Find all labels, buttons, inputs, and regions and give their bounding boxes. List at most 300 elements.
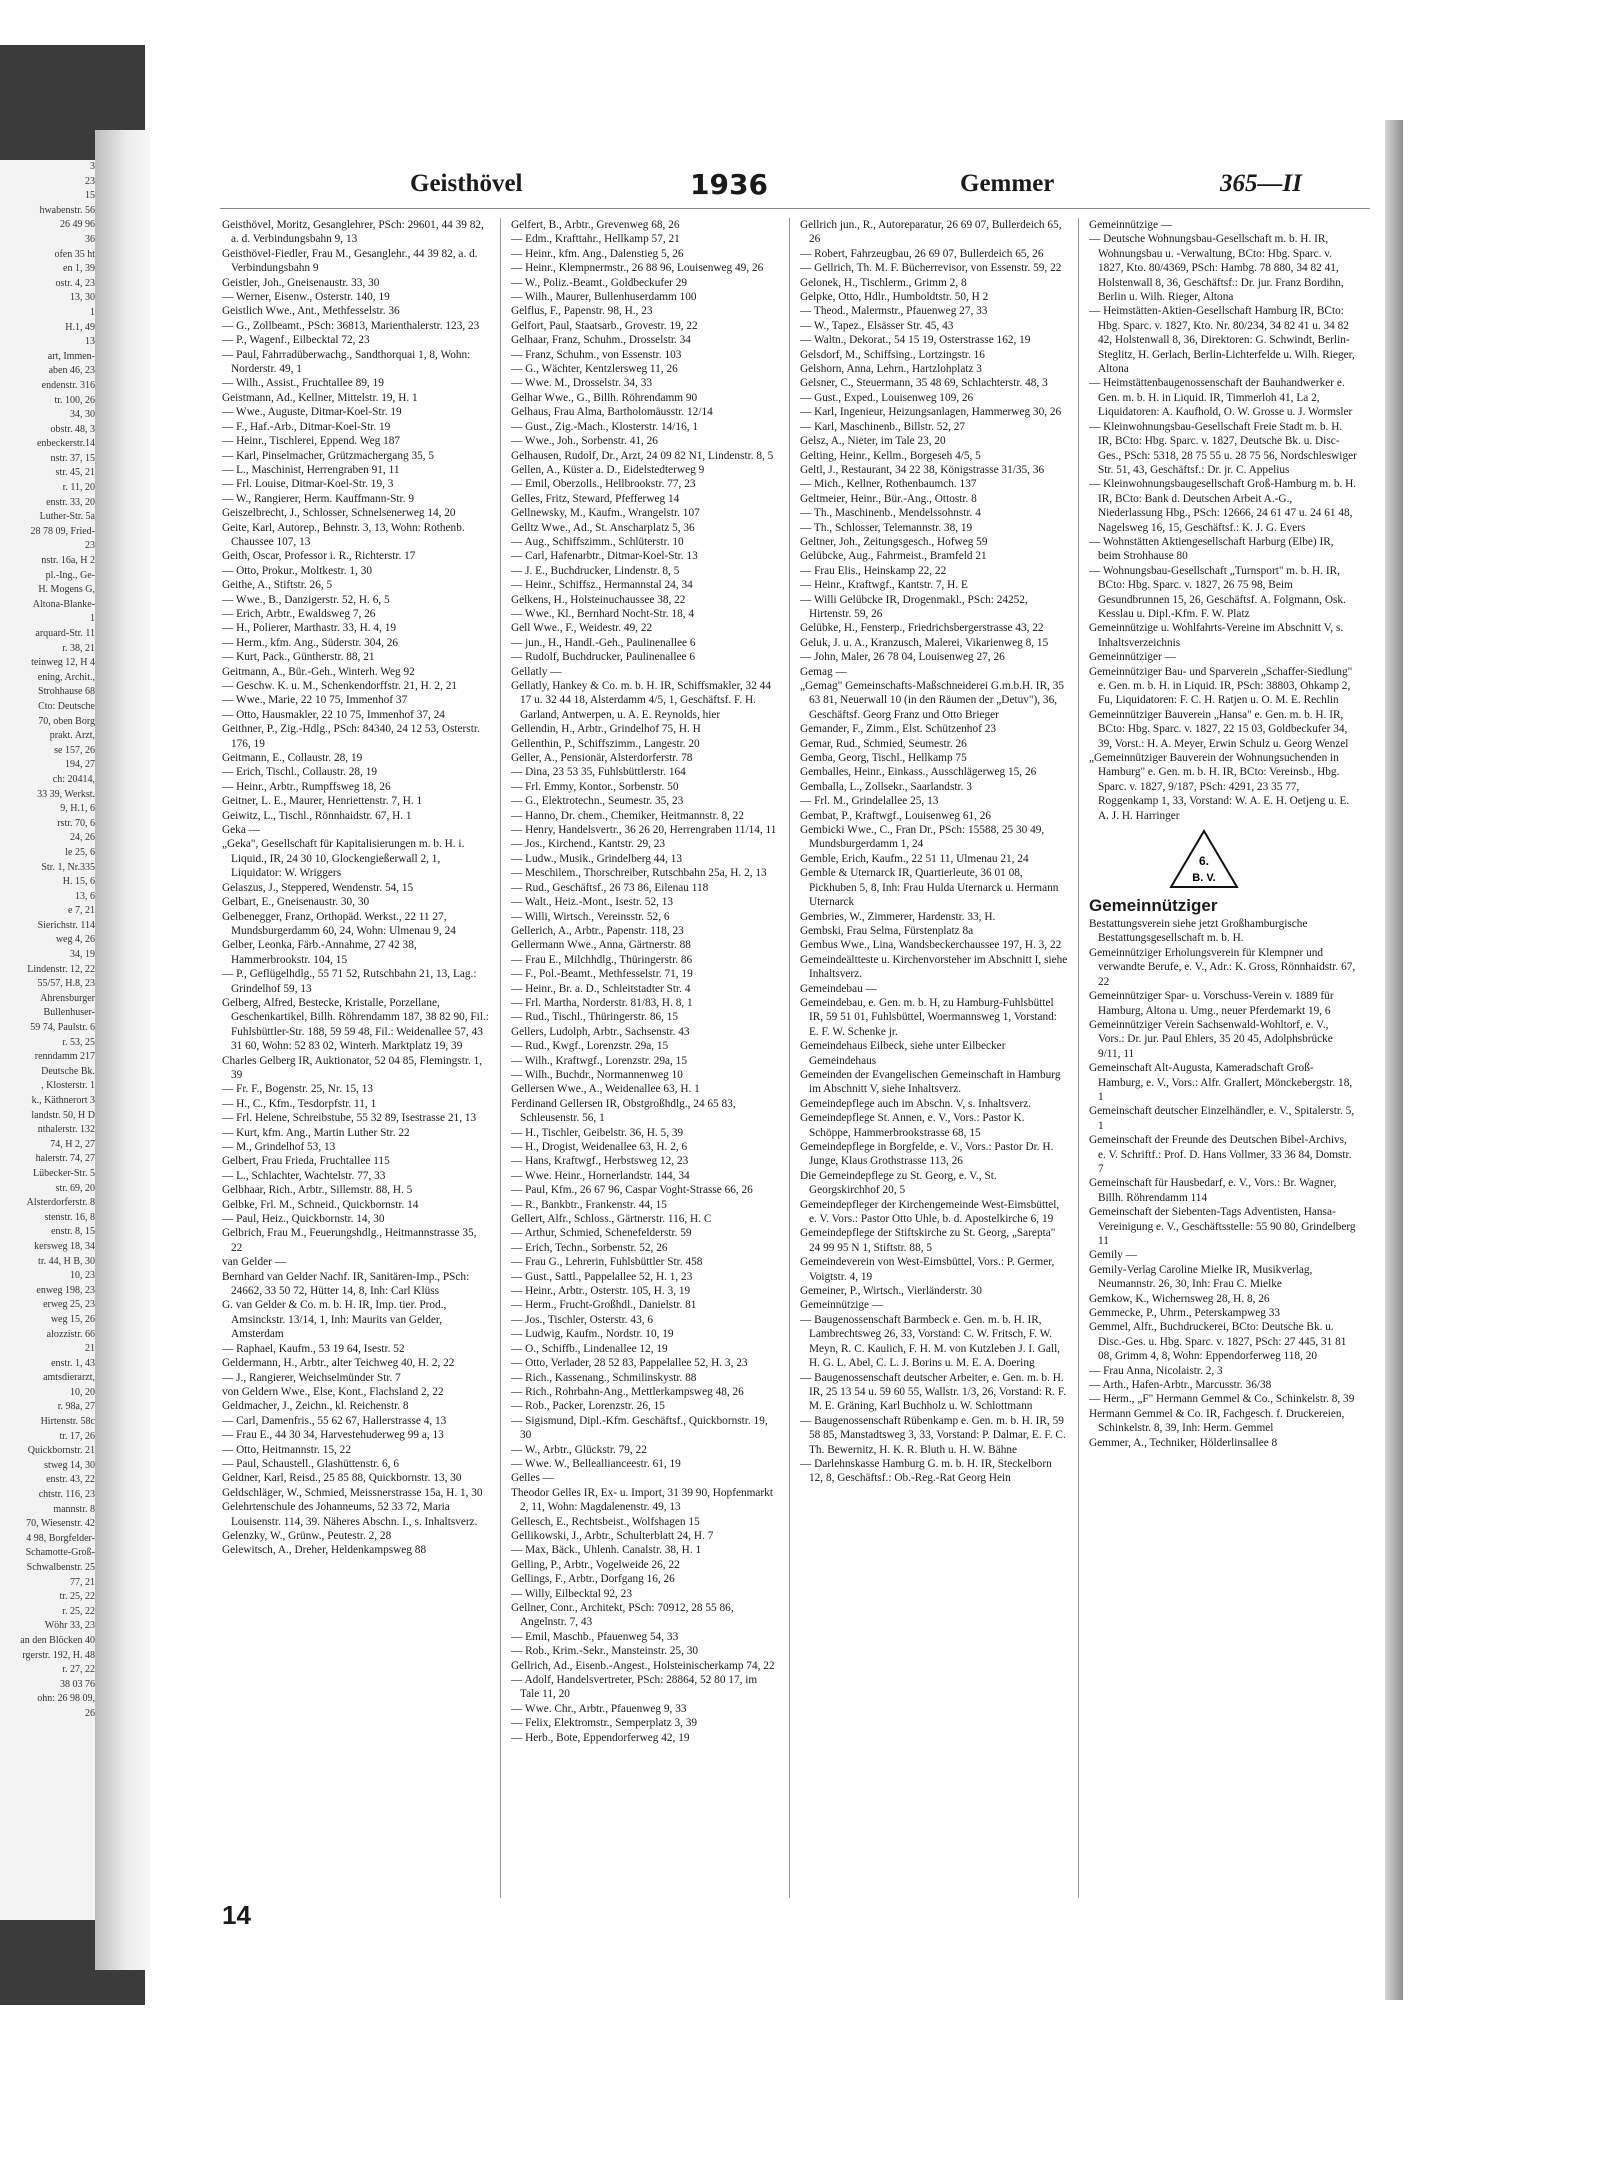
directory-entry: Gellerich, A., Arbtr., Papenstr. 118, 23: [511, 924, 684, 937]
directory-entry: Gemmecke, P., Uhrm., Peterskampweg 33: [1089, 1307, 1281, 1320]
directory-entry: — Frl. Martha, Norderstr. 81/83, H. 8, 1: [511, 996, 693, 1009]
directory-entry: Gelflus, F., Papenstr. 98, H., 23: [511, 305, 653, 318]
directory-entry: — P., Geflügelhdlg., 55 71 52, Rutschbahn 21, 13, Lag.: Grindelhof 59, 13: [222, 968, 477, 995]
adjacent-page-line: se 157, 26: [54, 744, 95, 756]
adjacent-page-line: 9, H.1, 6: [60, 803, 95, 815]
directory-entry: — Rud., Tischl., Thüringerstr. 86, 15: [511, 1011, 679, 1024]
directory-entry: — Emil, Oberzolls., Hellbrookstr. 77, 23: [511, 478, 696, 491]
directory-entry: — Heinr., Arbtr., Rumpffsweg 18, 26: [222, 780, 391, 793]
directory-entry: — Gellrich, Th. M. F. Bücherrevisor, von Essenstr. 59, 22: [800, 262, 1062, 275]
adjacent-page-line: tr. 44, H B, 30: [38, 1255, 95, 1267]
adjacent-page-line: 74, H 2, 27: [50, 1138, 95, 1150]
adjacent-page-line: 26: [85, 1707, 95, 1719]
directory-entry: — Wwe. Chr., Arbtr., Pfauenweg 9, 33: [511, 1702, 687, 1715]
directory-entry: Geithner, P., Zig.-Hdlg., PSch: 84340, 24 12 53, Osterstr. 176, 19: [222, 723, 480, 750]
directory-entry: — Wwe., Marie, 22 10 75, Immenhof 37: [222, 694, 408, 707]
directory-entry: Geldschläger, W., Schmied, Meissnerstrasse 15a, H. 1, 30: [222, 1486, 483, 1499]
directory-entry: Gemeindepflege auch im Abschn. V, s. Inhaltsverz.: [800, 1097, 1032, 1110]
adjacent-page-line: art, Immen-: [47, 350, 95, 362]
directory-entry: Geldner, Karl, Reisd., 25 85 88, Quickbornstr. 13, 30: [222, 1472, 462, 1485]
adjacent-page-line: tr. 100, 26: [54, 394, 95, 406]
directory-entry: Gellrich, Ad., Eisenb.-Angest., Holsteinischerkamp 74, 22: [511, 1659, 775, 1672]
directory-entry: — H., Polierer, Marthastr. 33, H. 4, 19: [222, 622, 396, 635]
directory-entry: Gellers, Ludolph, Arbtr., Sachsenstr. 43: [511, 1025, 690, 1038]
adjacent-page-line: 13, 30: [70, 292, 95, 304]
directory-entry: Gelpke, Otto, Hdlr., Humboldtstr. 50, H 2: [800, 291, 989, 304]
adjacent-page-line: Altona-Blanke-: [32, 598, 95, 610]
adjacent-page-line: Schwalbenstr. 25: [26, 1562, 95, 1573]
adjacent-page-line: endenstr. 316: [41, 379, 95, 391]
adjacent-page-line: amtsdierarzt,: [43, 1372, 95, 1384]
adjacent-page-line: Cto: Deutsche: [38, 700, 95, 712]
directory-entry: — Gust., Exped., Louisenweg 109, 26: [800, 391, 974, 404]
directory-entry: — Theod., Malermstr., Pfauenweg 27, 33: [800, 305, 988, 318]
directory-entry: Geka —: [222, 824, 260, 837]
adjacent-page-line: weg 15, 26: [50, 1313, 95, 1325]
adjacent-page-line: 13: [85, 336, 95, 348]
directory-entry: — Wohnstätten Aktiengesellschaft Harburg (Elbe) IR, beim Strohhause 80: [1089, 535, 1334, 563]
directory-entry: — Ludwig, Kaufm., Nordstr. 10, 19: [511, 1328, 674, 1341]
directory-entry: — Heinr., Kraftwgf., Kantstr. 7, H. E: [800, 579, 968, 592]
adjacent-page-line: Strohhause 68: [38, 686, 95, 698]
directory-entry: — Rudolf, Buchdrucker, Paulinenallee 6: [511, 651, 696, 664]
header-first-entry: Geisthövel: [410, 170, 523, 197]
directory-entry: — Gust., Sattl., Pappelallee 52, H. 1, 23: [511, 1270, 693, 1283]
adjacent-page-line: mannstr. 8: [53, 1503, 95, 1515]
adjacent-page-line: Sierichstr. 114: [37, 919, 95, 931]
directory-entry: Gelting, Heinr., Kellm., Borgeseh 4/5, 5: [800, 449, 981, 462]
directory-entry: — G., Elektrotechn., Seumestr. 35, 23: [511, 795, 684, 808]
adjacent-page-line: Schamotte-Groß-: [25, 1547, 95, 1559]
adjacent-page-line: tr. 25, 22: [59, 1591, 95, 1603]
directory-entry: Gellatly, Hankey & Co. m. b. H. IR, Schiffsmakler, 32 44 17 u. 32 44 18, Alsterdamm 4/5, 1, Geschäftsf. F. H. Garland, Antwerpen, u. A. E. Reynolds, hier: [511, 680, 771, 721]
adjacent-page-line: Lübecker-Str. 5: [32, 1167, 95, 1179]
adjacent-page-line: teinweg 12, H 4: [31, 657, 95, 669]
directory-entry: — Fr. F., Bogenstr. 25, Nr. 15, 13: [222, 1083, 373, 1096]
directory-entry: Geistmann, Ad., Kellner, Mittelstr. 19, H. 1: [222, 391, 418, 404]
directory-entry: — Gust., Zig.-Mach., Klosterstr. 14/16, 1: [511, 420, 699, 433]
directory-entry: Gemeinnützige —: [800, 1299, 884, 1312]
directory-entry: Gemeindeverein von West-Eimsbüttel, Vors.: P. Germer, Voigtstr. 4, 19: [800, 1256, 1055, 1283]
directory-entry: — Waltn., Dekorat., 54 15 19, Osterstrasse 162, 19: [800, 334, 1031, 347]
adjacent-page-line: k., Käthnerort 3: [31, 1095, 95, 1106]
directory-entry: — Arthur, Schmied, Schenefelderstr. 59: [511, 1227, 692, 1240]
directory-entry: — Wwe. Heinr., Hornerlandstr. 144, 34: [511, 1169, 690, 1182]
adjacent-page-line: nthalerstr. 132: [37, 1124, 95, 1136]
adjacent-page-line: 23: [85, 175, 95, 187]
adjacent-page-line: rstr. 70, 6: [57, 817, 95, 829]
page-edge-shadow: [1385, 120, 1403, 2000]
adjacent-page-line: H.1, 49: [65, 321, 95, 333]
directory-entry: — Baugenossenschaft Rübenkamp e. Gen. m. b. H. IR, 59 58 85, Manstadtsweg 3, 33, Vorstand: P. Dalmar, E. F. C. Th. Bewernitz, H. K. R. Bluth u. H. W. Bähne: [800, 1414, 1066, 1456]
directory-entry: — Meschilem., Thorschreiber, Rutschbahn 25a, H. 2, 13: [511, 867, 767, 880]
adjacent-page-line: e 7, 21: [68, 905, 95, 917]
directory-entry: Gelsz, A., Nieter, im Tale 23, 20: [800, 435, 946, 448]
directory-entry: Gelenzky, W., Grünw., Peutestr. 2, 28: [222, 1529, 392, 1542]
directory-entry: Gemeinschaft Alt-Augusta, Kameradschaft Groß-Hamburg, e. V., Vors.: Alfr. Grallert, Mönckebergstr. 18, 1: [1089, 1062, 1353, 1103]
directory-entry: — W., Poliz.-Beamt., Goldbeckufer 29: [511, 276, 688, 289]
adjacent-page-line: 10, 20: [70, 1386, 95, 1398]
adjacent-page-line: 4 98, Borgfelder-: [26, 1532, 95, 1544]
adjacent-page-line: Bullenhuser-: [43, 1007, 95, 1019]
adjacent-page-line: r. 53, 25: [62, 1036, 95, 1048]
adjacent-page-line: H. 15, 6: [62, 876, 95, 888]
adjacent-page-line: 55/57, H.8, 23: [37, 978, 95, 990]
directory-entry: Geitmann, A., Bür.-Geh., Winterh. Weg 92: [222, 665, 415, 678]
adjacent-page-line: r. 98a, 27: [57, 1401, 95, 1413]
directory-entry: Gellen, A., Küster a. D., Eidelstedterweg 9: [511, 463, 705, 476]
directory-entry: Geisthövel-Fiedler, Frau M., Gesanglehr., 44 39 82, a. d. Verbindungsbahn 9: [222, 247, 478, 275]
directory-entry: — Raphael, Kaufm., 53 19 64, Isestr. 52: [222, 1342, 405, 1355]
directory-entry: — Rich., Kassenang., Schmilinskystr. 88: [511, 1371, 697, 1384]
directory-entry: Geller, A., Pensionär, Alsterdorferstr. 78: [511, 752, 693, 765]
directory-entry: — John, Maler, 26 78 04, Louisenweg 27, 26: [800, 651, 1005, 664]
directory-entry: Die Gemeindepflege zu St. Georg, e. V., St. Georgskirchhof 20, 5: [800, 1169, 997, 1197]
directory-entry: — Th., Maschinenb., Mendelssohnstr. 4: [800, 507, 981, 520]
directory-entry: — Heinr., Arbtr., Osterstr. 105, H. 3, 19: [511, 1285, 691, 1298]
directory-entry: — Heinr., Klempnermstr., 26 88 96, Louisenweg 49, 26: [511, 262, 764, 275]
adjacent-page-line: weg 4, 26: [55, 934, 95, 946]
adjacent-page-line: enstr. 8, 15: [51, 1226, 95, 1238]
directory-entry: Gelbenegger, Franz, Orthopäd. Werkst., 22 11 27, Mundsburgerdamm 60, 24, Wohn: Ulmenau 9, 24: [222, 910, 456, 937]
directory-entry: — jun., H., Handl.-Geh., Paulinenallee 6: [511, 636, 696, 649]
directory-entry: Gemmel, Alfr., Buchdruckerei, BCto: Deutsche Bk. u. Disc.-Ges. u. Hbg. Sparc. v. 1827, PSch: 27 445, 31 81 08, Grimm 4, 8, Wohn: Eppendorferweg 118, 20: [1089, 1321, 1347, 1363]
directory-entry: — P., Wagenf., Eilbecktal 72, 23: [222, 334, 370, 347]
directory-entry: Gembat, P., Kraftwgf., Louisenweg 61, 26: [800, 809, 992, 822]
directory-entry: — Rud., Geschäftsf., 26 73 86, Eilenau 118: [511, 881, 709, 894]
directory-entry: — Herm., „F" Hermann Gemmel & Co., Schinkelstr. 8, 39: [1089, 1393, 1355, 1406]
directory-entry: Gelkens, H., Holsteinuchaussee 38, 22: [511, 593, 686, 606]
adjacent-page-line: kersweg 18, 34: [34, 1240, 95, 1252]
directory-entry: — Walt., Heiz.-Mont., Isestr. 52, 13: [511, 896, 674, 909]
directory-entry: — Willi Gelübcke IR, Drogenmakl., PSch: 24252, Hirtenstr. 59, 26: [800, 593, 1028, 620]
directory-entry: — Frau E., Milchhdlg., Thüringerstr. 86: [511, 953, 693, 966]
section-heading: Gemeinnütziger: [1089, 896, 1218, 916]
directory-entry: — Adolf, Handelsvertreter, PSch: 28864, 52 80 17, im Tale 11, 20: [511, 1674, 758, 1701]
column-divider: [500, 218, 501, 1898]
adjacent-page-line: 24, 26: [70, 832, 95, 844]
directory-entry: — Kurt, kfm. Ang., Martin Luther Str. 22: [222, 1126, 410, 1139]
adjacent-page-line: 59 74, Paulstr. 6: [30, 1022, 95, 1034]
directory-entry: Gellrich jun., R., Autoreparatur, 26 69 07, Bullerdeich 65, 26: [800, 219, 1062, 246]
adjacent-page-line: Wöhr 33, 23: [44, 1620, 95, 1632]
directory-entry: Geltmeier, Heinr., Bür.-Ang., Ottostr. 8: [800, 492, 977, 505]
directory-entry: Gemeindeältteste u. Kirchenvorsteher im Abschnitt I, siehe Inhaltsverz.: [800, 953, 1068, 981]
directory-entry: Gellenthin, P., Schiffszimm., Langestr. 20: [511, 737, 700, 750]
directory-entry: Gemballes, Heinr., Einkass., Ausschlägerweg 15, 26: [800, 766, 1037, 779]
directory-entry: Geistlich Wwe., Ant., Methfesselstr. 36: [222, 305, 400, 318]
directory-entry: — Frl. Emmy, Kontor., Sorbenstr. 50: [511, 780, 679, 793]
directory-entry: — Wwe., B., Danzigerstr. 52, H. 6, 5: [222, 593, 390, 606]
directory-entry: Theodor Gelles IR, Ex- u. Import, 31 39 90, Hopfenmarkt 2, 11, Wohn: Magdalenenstr. 49, 13: [511, 1486, 773, 1514]
directory-entry: — Otto, Prokur., Moltkestr. 1, 30: [222, 564, 373, 577]
directory-entry: — Herm., kfm. Ang., Süderstr. 304, 26: [222, 636, 399, 649]
directory-entry: Gemily-Verlag Caroline Mielke IR, Musikverlag, Neumannstr. 26, 30, Inh: Frau C. Mielke: [1089, 1263, 1313, 1291]
directory-entry: Gelübke, H., Fensterp., Friedrichsbergerstrasse 43, 22: [800, 622, 1044, 635]
directory-entry: — Rich., Rohrbahn-Ang., Mettlerkampsweg 48, 26: [511, 1385, 744, 1398]
directory-entry: Gemeinschaft für Hausbedarf, e. V., Vors.: Br. Wagner, Billh. Röhrendamm 114: [1089, 1177, 1337, 1204]
directory-entry: — Frau Anna, Nicolaistr. 2, 3: [1089, 1364, 1223, 1377]
directory-entry: Gelehrtenschule des Johanneums, 52 33 72, Maria Louisenstr. 114, 39. Näheres Abschn. I., s. Inhaltsverz.: [222, 1501, 478, 1528]
directory-entry: — J., Rangierer, Weichselmünder Str. 7: [222, 1371, 401, 1384]
directory-entry: Geldermann, H., Arbtr., alter Teichweg 40, H. 2, 22: [222, 1357, 455, 1370]
directory-entry: — Emil, Maschb., Pfauenweg 54, 33: [511, 1630, 679, 1643]
directory-entry: — Otto, Heitmannstr. 15, 22: [222, 1443, 351, 1456]
adjacent-page-line: Ahrensburger: [40, 992, 95, 1004]
directory-entry: Geith, Oscar, Professor i. R., Richterstr. 17: [222, 550, 416, 563]
directory-entry: — Edm., Krafttahr., Hellkamp 57, 21: [511, 233, 680, 246]
adjacent-page-line: 36: [85, 233, 95, 245]
directory-entry: — Erich, Techn., Sorbenstr. 52, 26: [511, 1241, 668, 1254]
directory-entry: — Wwe. W., Belleallianceestr. 61, 19: [511, 1457, 681, 1470]
running-header: [220, 170, 1370, 210]
directory-entry: — Willi, Wirtsch., Vereinsstr. 52, 6: [511, 910, 670, 923]
adjacent-page-line: 28 78 09, Fried-: [30, 525, 95, 537]
directory-entry: Gelshorn, Anna, Lehrn., Hartzlohplatz 3: [800, 363, 982, 376]
adjacent-page-line: 77, 21: [70, 1576, 95, 1588]
adjacent-page-line: Lindenstr. 12, 22: [27, 963, 95, 975]
directory-entry: — Jos., Tischler, Osterstr. 43, 6: [511, 1313, 654, 1326]
directory-entry: — R., Bankbtr., Frankenstr. 44, 15: [511, 1198, 667, 1211]
directory-entry: Geisthövel, Moritz, Gesanglehrer, PSch: 29601, 44 39 82, a. d. Verbindungsbahn 9, 13: [222, 219, 484, 246]
column-3: [800, 218, 1068, 1898]
adjacent-page-line: hwabenstr. 56: [39, 204, 95, 216]
directory-entry: Gelhausen, Rudolf, Dr., Arzt, 24 09 82 N1, Lindenstr. 8, 5: [511, 449, 774, 462]
directory-entry: — Th., Schlosser, Telemannstr. 38, 19: [800, 521, 973, 534]
directory-entry: — Ludw., Musik., Grindelberg 44, 13: [511, 852, 683, 865]
directory-entry: Gelhaar, Franz, Schuhm., Drosselstr. 34: [511, 334, 691, 347]
directory-entry: — Frau E., 44 30 34, Harvestehuderweg 99 a, 13: [222, 1429, 444, 1442]
adjacent-page-line: alozzistr. 66: [46, 1328, 95, 1340]
directory-entry: — Herm., Frucht-Großhdl., Danielstr. 81: [511, 1299, 697, 1312]
directory-entry: — Heinr., Br. a. D., Schleitstadter Str. 4: [511, 982, 691, 995]
adjacent-page-line: enweg 198, 23: [36, 1284, 95, 1296]
directory-entry: Geiszelbrecht, J., Schlosser, Schnelsenerweg 14, 20: [222, 507, 456, 520]
directory-entry: Gelberg, Alfred, Bestecke, Kristalle, Porzellane, Geschenkartikel, Billh. Röhrendamm 187, 38 82 90, Fil.: Fuhlsbüttler-Str. 188, 59 59 48, Fil.: Weidenallee 57, 43 31 60, Wohn: 52 83 02, Winterh. Marktplatz 19, 39: [222, 996, 489, 1053]
directory-entry: Gemba, Georg, Tischl., Hellkamp 75: [800, 752, 967, 765]
adjacent-page-line: 33 39, Werkst.: [37, 788, 95, 800]
adjacent-page-line: nstr. 37, 15: [50, 452, 95, 464]
directory-entry: — Wilh., Maurer, Bullenhuserdamm 100: [511, 291, 697, 304]
directory-entry: Gemeinnütziger —: [1089, 651, 1176, 664]
directory-entry: — Felix, Elektromstr., Semperplatz 3, 39: [511, 1717, 698, 1730]
directory-entry: Geitmann, E., Collaustr. 28, 19: [222, 752, 363, 765]
directory-entry: — Franz, Schuhm., von Essenstr. 103: [511, 348, 682, 361]
directory-entry: — W., Tapez., Elsässer Str. 45, 43: [800, 319, 954, 332]
column-4: [1089, 218, 1357, 1898]
directory-entry: — H., Tischler, Geibelstr. 36, H. 5, 39: [511, 1126, 684, 1139]
directory-entry: Gembus Wwe., Lina, Wandsbeckerchaussee 197, H. 3, 22: [800, 939, 1062, 952]
adjacent-page-line: an den Blöcken 40: [20, 1634, 95, 1646]
header-rule: [220, 208, 1370, 209]
directory-entry: Gemble & Uternarck IR, Quartierleute, 36 01 08, Pickhuben 5, 8, Inh: Frau Hulda Uternarck u. Hermann Uternarck: [800, 867, 1059, 909]
column-1: [222, 218, 490, 1898]
directory-entry: Charles Gelberg IR, Auktionator, 52 04 85, Flemingstr. 1, 39: [222, 1054, 483, 1081]
adjacent-page-line: enstr. 33, 20: [46, 496, 95, 508]
directory-entry: Gemar, Rud., Schmied, Seumestr. 26: [800, 737, 967, 750]
column-divider: [789, 218, 790, 1898]
adjacent-page-line: renndamm 217: [34, 1051, 95, 1063]
directory-entry: Gemmer, A., Techniker, Hölderlinsallee 8: [1089, 1436, 1278, 1449]
directory-entry: — Dina, 23 53 35, Fuhlsbüttlerstr. 164: [511, 766, 686, 779]
adjacent-page-line: Hirtenstr. 58c: [40, 1416, 95, 1428]
adjacent-page-line: stweg 14, 30: [44, 1459, 95, 1471]
directory-entry: Gemeindebau, e. Gen. m. b. H, zu Hamburg-Fuhlsbüttel IR, 59 51 01, Fuhlsbüttel, Woermannsweg 1, Vorstand: E. F. W. Schenke jr.: [800, 996, 1057, 1038]
directory-entry: — Heimstättenbaugenossenschaft der Bauhandwerker e. Gen. m. b. H. in Liquid. IR, Timmerloh 41, La 2, Liquidatoren: A. Kaufhold, O. W. Grosse u. J. Wormsler: [1089, 377, 1353, 419]
book-gutter: [95, 130, 150, 1970]
directory-entry: Geiwitz, L., Tischl., Rönnhaidstr. 67, H. 1: [222, 809, 412, 822]
adjacent-page-line: landstr. 50, H D: [31, 1109, 95, 1121]
directory-entry: — Rob., Krim.-Sekr., Mansteinstr. 25, 30: [511, 1645, 699, 1658]
adjacent-page-line: nstr. 16a, H 2: [41, 555, 95, 567]
directory-entry: Gemily —: [1089, 1249, 1138, 1262]
directory-entry: Geltner, Joh., Zeitungsgesch., Hofweg 59: [800, 535, 988, 548]
directory-entry: Gemeindepflege der Stiftskirche zu St. Georg, „Sarepta" 24 99 95 N 1, Stiftstr. 88, 5: [800, 1227, 1056, 1254]
adjacent-page-line: str. 45, 21: [55, 467, 95, 479]
directory-entry: — F., Pol.-Beamt., Methfesselstr. 71, 19: [511, 968, 693, 981]
directory-entry: Gelbart, E., Gneisenaustr. 30, 30: [222, 896, 370, 909]
directory-entry: Gemeindebau —: [800, 982, 877, 995]
directory-entry: Gembski, Frau Selma, Fürstenplatz 8a: [800, 924, 974, 937]
adjacent-page-line: pl.-Ing., Ge-: [45, 569, 95, 581]
directory-entry: Gellersen Wwe., A., Weidenallee 63, H. 1: [511, 1083, 700, 1096]
directory-entry: — F., Haf.-Arb., Ditmar-Koel-Str. 19: [222, 420, 391, 433]
directory-entry: Gemeindehaus Eilbeck, siehe unter Eilbecker Gemeindehaus: [800, 1040, 1006, 1067]
directory-entry: — Wwe. M., Drosselstr. 34, 33: [511, 377, 652, 390]
directory-entry: — Deutsche Wohnungsbau-Gesellschaft m. b. H. IR, Wohnungsbau u. -Verwaltung, BCto: Hbg. Sparc. v. 1827, Kto. 80/4369, PSch: Hambg. 78 880, 34 82 41, Holstenwall 8, 36, Geschäftsf.: Dr. jur. Franz Bordihn, Berlin u. Wilh. Rieger, Altona: [1089, 233, 1344, 304]
directory-entry: — J. E., Buchdrucker, Lindenstr. 8, 5: [511, 564, 680, 577]
directory-entry: — Jos., Kirchend., Kantstr. 29, 23: [511, 838, 666, 851]
directory-entry: Gelonek, H., Tischlerm., Grimm 2, 8: [800, 276, 967, 289]
directory-entry: Gelling, P., Arbtr., Vogelweide 26, 22: [511, 1558, 680, 1571]
directory-entry: — Wwe., Kl., Bernhard Nocht-Str. 18, 4: [511, 607, 695, 620]
directory-entry: — Frau G., Lehrerin, Fuhlsbüttler Str. 458: [511, 1256, 703, 1269]
directory-entry: Gelhaus, Frau Alma, Bartholomäusstr. 12/14: [511, 406, 713, 419]
directory-entry: — Heinr., Tischlerei, Eppend. Weg 187: [222, 435, 401, 448]
emblem-number: 6.: [1198, 854, 1210, 869]
adjacent-page-line: ostr. 4, 23: [55, 277, 95, 289]
adjacent-page-line: enstr. 43, 22: [46, 1474, 95, 1486]
directory-entry: Gemkow, K., Wichernsweg 28, H. 8, 26: [1089, 1292, 1270, 1305]
directory-entry: Gelaszus, J., Steppered, Wendenstr. 54, 15: [222, 881, 414, 894]
directory-entry: — Carl, Hafenarbtr., Ditmar-Koel-Str. 13: [511, 550, 698, 563]
adjacent-page-line: enbeckerstr.14: [36, 438, 95, 450]
directory-entry: — Erich, Tischl., Collaustr. 28, 19: [222, 766, 378, 779]
directory-entry: — Kurt, Pack., Güntherstr. 88, 21: [222, 651, 375, 664]
directory-entry: — Kleinwohnungsbau-Gesellschaft Freie Stadt m. b. H. IR, BCto: Hbg. Sparc. v. 1827, Deutsche Bk. u. Disc-Ges., PSch: 5318, 28 75 55 u. 28 75 56, Nordschleswiger Str. 51, 43, Geschäftsf.: Dr. jr. C. Appelius: [1089, 420, 1357, 476]
adjacent-page-line: ening, Archit.,: [37, 671, 95, 683]
directory-entry: Gelbhaar, Rich., Arbtr., Sillemstr. 88, H. 5: [222, 1184, 413, 1197]
adjacent-page-line: chtstr. 116, 23: [38, 1489, 95, 1501]
directory-entry: — Rob., Packer, Lorenzstr. 26, 15: [511, 1400, 665, 1413]
directory-entry: Geldmacher, J., Zeichn., kl. Reichenstr. 8: [222, 1400, 409, 1413]
header-page-ref: 365—II: [1220, 170, 1302, 197]
adjacent-page-line: 38 03 76: [60, 1678, 95, 1690]
adjacent-page-line: ohn: 26 98 09,: [37, 1693, 95, 1705]
directory-entry: Gelles —: [511, 1472, 554, 1485]
directory-entry: Bernhard van Gelder Nachf. IR, Sanitären-Imp., PSch: 24662, 33 50 72, Hütter 14, 8, Inh: Carl Klüss: [222, 1270, 470, 1298]
directory-entry: Gelbke, Frl. M., Schneid., Quickbornstr. 14: [222, 1198, 419, 1211]
directory-entry: — Wohnungsbau-Gesellschaft „Turnsport" m. b. H. IR, BCto: Hbg. Sparc. v. 1827, 26 75 98, Beim Gesundbrunnen 15, 26, Geschäftsf. A. Folgmann, Osk. Kesslau u. Dipl.-Kfm. F. W. Platz: [1089, 564, 1346, 620]
adjacent-page-line: ofen 35 ht: [54, 248, 95, 260]
adjacent-page-line: 70, Wiesenstr. 42: [26, 1518, 95, 1530]
directory-entry: — Frl. Louise, Ditmar-Koel-Str. 19, 3: [222, 478, 394, 491]
adjacent-page-line: stenstr. 16, 8: [44, 1211, 95, 1223]
adjacent-page-line: halerstr. 74, 27: [35, 1153, 95, 1165]
directory-entry: — Kleinwohnungsbaugesellschaft Groß-Hamburg m. b. H. IR, BCto: Bank d. Deutschen Arbeit A.-G., Niederlassung Hbg., PSch: 12666, 24 61 47 u. 24 61 48, Nagelsweg 16, 15, Geschäftsf.: K. J. G. Evers: [1089, 478, 1357, 534]
directory-entry: Gellesch, E., Rechtsbeist., Wolfshagen 15: [511, 1515, 700, 1528]
adjacent-page-line: 26 49 96: [60, 219, 95, 231]
directory-entry: von Geldern Wwe., Else, Kont., Flachsland 2, 22: [222, 1385, 444, 1398]
adjacent-page-line: 15: [85, 190, 95, 202]
adjacent-page-line: r. 11, 20: [62, 482, 95, 494]
column-divider: [1078, 218, 1079, 1898]
directory-entry: — Heinr., kfm. Ang., Dalenstieg 5, 26: [511, 247, 684, 260]
directory-entry: Gelsner, C., Steuermann, 35 48 69, Schlachterstr. 48, 3: [800, 377, 1048, 390]
directory-entry: — Sigismund, Dipl.-Kfm. Geschäftsf., Quickbornstr. 19, 30: [511, 1414, 768, 1442]
directory-entry: — Werner, Eisenw., Osterstr. 140, 19: [222, 291, 390, 304]
directory-entry: — Wilh., Buchdr., Normannenweg 10: [511, 1068, 683, 1081]
directory-entry: Gelber, Leonka, Färb.-Annahme, 27 42 38, Hammerbrookstr. 104, 15: [222, 939, 417, 966]
directory-entry: — Wilh., Assist., Fruchtallee 89, 19: [222, 377, 384, 390]
adjacent-page-line: 70, oben Borg: [38, 715, 95, 727]
adjacent-page-line: en 1, 39: [63, 263, 95, 275]
triangle-emblem: [1169, 829, 1239, 889]
adjacent-page-line: r. 27, 22: [62, 1664, 95, 1676]
directory-entry: — Heinr., Schiffsz., Hermannstal 24, 34: [511, 579, 693, 592]
directory-entry: — Max, Bäck., Uhlenh. Canalstr. 38, H. 1: [511, 1544, 702, 1557]
directory-entry: — Geschw. K. u. M., Schenkendorffstr. 21, H. 2, 21: [222, 680, 458, 692]
directory-entry: „Geka", Gesellschaft für Kapitalisierungen m. b. H. i. Liquid., IR, 24 30 10, Glockengießerwall 2, 1, Liquidator: W. Wriggers: [222, 838, 465, 880]
directory-entry: Gemble, Erich, Kaufm., 22 51 11, Ulmenau 21, 24: [800, 852, 1029, 865]
directory-entry: Geitner, L. E., Maurer, Henriettenstr. 7, H. 1: [222, 795, 423, 808]
directory-entry: — G., Wächter, Kentzlersweg 11, 26: [511, 363, 678, 376]
directory-entry: Gelltz Wwe., Ad., St. Anscharplatz 5, 36: [511, 521, 695, 534]
adjacent-page-line: 3: [90, 161, 95, 172]
directory-entry: Gemeinnützige u. Wohlfahrts-Vereine im Abschnitt V, s. Inhaltsverzeichnis: [1089, 622, 1344, 649]
adjacent-page-line: enstr. 1, 43: [51, 1357, 95, 1369]
directory-entry: Gemeinnütziger Bauverein „Hansa" e. Gen. m. b. H. IR, BCto: Hbg. Sparc. v. 1827, 22 15 03, Goldbeckufer 34, 39, Vorst.: H. A. Meyer, Erwin Schulz u. Georg Wenzel: [1089, 708, 1349, 750]
directory-entry: — Herb., Bote, Eppendorferweg 42, 19: [511, 1731, 690, 1744]
adjacent-page-line: 10, 23: [70, 1270, 95, 1282]
directory-entry: — Darlehnskasse Hamburg G. m. b. H. IR, Steckelborn 12, 8, Geschäftsf.: Ob.-Reg.-Rat Georg Hein: [800, 1457, 1052, 1485]
adjacent-page-line: rgerstr. 192, H. 48: [22, 1649, 95, 1661]
directory-entry: Gemag —: [800, 665, 847, 678]
directory-entry: Gellnewsky, M., Kaufm., Wrangelstr. 107: [511, 507, 700, 520]
directory-entry: van Gelder —: [222, 1256, 286, 1269]
adjacent-page-line: 21: [85, 1343, 95, 1355]
directory-entry: Gelsdorf, M., Schiffsing., Lortzingstr. 16: [800, 348, 985, 361]
directory-entry: — W., Rangierer, Herm. Kauffmann-Str. 9: [222, 492, 414, 505]
adjacent-page-line: 1: [90, 613, 95, 625]
directory-entry: Gemeindepflege St. Annen, e. V., Vors.: Pastor K. Schöppe, Hammerbrookstrasse 68, 15: [800, 1112, 1025, 1139]
directory-entry: — Frau Elis., Heinskamp 22, 22: [800, 564, 947, 577]
directory-entry: Gelhar Wwe., G., Billh. Röhrendamm 90: [511, 391, 698, 404]
directory-entry: Gemander, F., Zimm., Elst. Schützenhof 23: [800, 723, 996, 736]
adjacent-page-line: 34, 30: [70, 409, 95, 421]
directory-entry: Gembries, W., Zimmerer, Hardenstr. 33, H.: [800, 910, 996, 923]
directory-entry: Gellendin, H., Arbtr., Grindelhof 75, H. H: [511, 723, 701, 736]
directory-entry: Geltl, J., Restaurant, 34 22 38, Königstrasse 31/35, 36: [800, 463, 1045, 476]
directory-entry: — Karl, Ingenieur, Heizungsanlagen, Hammerweg 30, 26: [800, 406, 1062, 419]
adjacent-page-line: arquard-Str. 11: [35, 628, 95, 639]
directory-entry: — Karl, Pinselmacher, Grützmachergang 35, 5: [222, 449, 435, 462]
directory-entry: Gelfort, Paul, Staatsarb., Grovestr. 19, 22: [511, 319, 698, 332]
directory-entry: — Paul, Kfm., 26 67 96, Caspar Voght-Strasse 66, 26: [511, 1184, 753, 1197]
directory-entry: Gellert, Alfr., Schloss., Gärtnerstr. 116, H. C: [511, 1213, 712, 1226]
directory-entry: Ferdinand Gellersen IR, Obstgroßhdlg., 24 65 83, Schleusenstr. 56, 1: [511, 1097, 736, 1125]
entry-columns: [222, 218, 1372, 1898]
